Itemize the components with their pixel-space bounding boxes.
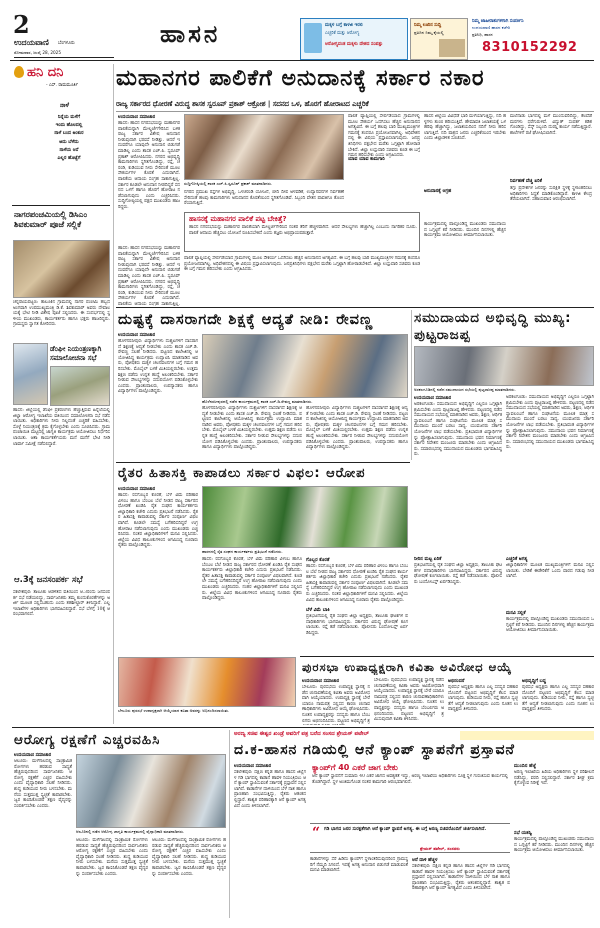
ad-health-line1: ಮಕ್ಕಳ ಬಗ್ಗೆ ಕಾಳಜಿ ಇರಲಿ xyxy=(325,23,363,28)
lead-photo xyxy=(184,114,344,180)
row-rule-1 xyxy=(116,307,594,308)
raita-caption: ಹಾಸನದಲ್ಲಿ ರೈತ ಸಂಘದ ಕಾರ್ಯಕರ್ತರು ಪ್ರತಿಭಟನೆ ನಡೆಸಿದರು. xyxy=(202,549,283,554)
right-sub3: ಸಭೆ ಯಶಸ್ವಿ xyxy=(514,831,533,836)
ad-illustration xyxy=(304,23,322,53)
row-rule-2 xyxy=(116,462,410,463)
raita-body-col4: ಪ್ರತಿಭಟನೆಯಲ್ಲಿ ರೈತ ಸಂಘದ ಜಿಲ್ಲಾ ಅಧ್ಯಕ್ಷರು, ತಾಲೂಕು ಘಟಕಗಳ ಪದಾಧಿಕಾರಿಗಳು ಭಾಗವಹಿಸಿದ್ದರು. ಸರ್ಕಾರದ ವಿರುದ್ಧ ಘೋಷಣೆ ಕೂಗಲಾಯಿತು. ರಸ್ತೆ ತಡೆ ನಡೆಸಲಾಯಿತು. ಪೊಲೀಸರು ಬಂದೋಬಸ್ತ್ ಏರ್ಪಡಿಸಿದ್ದರು. xyxy=(306,614,408,636)
ad-contact xyxy=(470,16,590,60)
honey-drop-icon xyxy=(14,66,24,78)
lead-subhead: ರಾಜ್ಯ ಸರ್ಕಾರದ ಧೋರಣೆ ವಿರುದ್ಧ ಶಾಸಕ ಸ್ವರೂಪ್ ಪ್ರಕಾಶ್ ಆಕ್ರೋಶ | ಸದನದ ಒಳ, ಹೊರಗೆ ಹೋರಾಟದ ಎಚ್ಚರಿಕೆ xyxy=(116,100,369,108)
raita-body-col2: ಹಾಸನ: ರಸಗೊಬ್ಬರ ಕೊರತೆ, ಬೆಳೆ ವಿಮೆ ಪರಿಹಾರ ವಿಳಂಬ ಹಾಗೂ ಬೆಂಬಲ ಬೆಲೆ ನೀಡದ ರಾಜ್ಯ ಸರ್ಕಾರದ ಧೋರಣೆ ಖಂಡಿಸಿ ರೈತ ಸಂಘದ ಕಾರ್ಯಕರ್ತರು ಜಿಲ್ಲಾಧಿಕಾರಿ ಕಚೇರಿ ಎದುರು ಪ್ರತಿಭಟನೆ ನಡೆಸಿದರು. ರೈತರ ಹಿತಾಸಕ್ತಿ ಕಾಪಾಡುವಲ್ಲಿ ಸರ್ಕಾರ ಸಂಪೂರ್ಣ ವಿಫಲವಾಗಿದೆ. ಕೂಡಲೇ ಸಮಸ್ಯೆ ಬಗೆಹರಿಸದಿದ್ದರೆ ಉಗ್ರ ಹೋರಾಟ ನಡೆಸಲಾಗುವುದು ಎಂದು ಮುಖಂಡರು ಎಚ್ಚರಿಸಿದರು. ನಂತರ ಜಿಲ್ಲಾಧಿಕಾರಿಗಳಿಗೆ ಮನವಿ ಸಲ್ಲಿಸಿದರು. ಜಿಲ್ಲೆಯ ವಿವಿಧ ತಾಲೂಕುಗಳಿಂದ ಆಗಮಿಸಿದ್ದ ನೂರಾರು ರೈತರು ಪಾಲ್ಗೊಂಡಿದ್ದರು. xyxy=(202,557,302,602)
ane-box-body: ಆನೆ ಕ್ಯಾಂಪ್ ಸ್ಥಾಪನೆಗೆ ಸುಮಾರು 40 ಎಕರೆ ಜಾಗದ ಅವಶ್ಯಕತೆ ಇದ್ದು, ಅರಣ್ಯ ಇಲಾಖೆಯ ಅಧಿಕಾರಿಗಳು ಸೂಕ್ತ ಸ್ಥಳ ಗುರುತಿಸುವ ಕಾರ್ಯದಲ್ಲಿ ತೊಡಗಿದ್ದಾರೆ. ಸ್ಥಳ ಅಂತಿಮಗೊಂಡ ನಂತರ ಕಾಮಗಾರಿ ಆರಂಭವಾಗಲಿದೆ. xyxy=(312,774,508,785)
col1-rule xyxy=(12,205,110,206)
samudaya-body-col2: ಅರಕಲಗೂಡು: ಸಮುದಾಯದ ಅಭಿವೃದ್ಧಿಗೆ ಎಲ್ಲರೂ ಒಗ್ಗಟ್ಟಾಗಿ ಶ್ರಮಿಸಬೇಕು ಎಂದು ಪುಟ್ಟರಾಜಪ್ಪ ಹೇಳಿದರು. ಪಟ್ಟಣದಲ್ಲಿ ನಡೆದ ಸಮುದಾಯದ ಸಭೆಯಲ್ಲಿ ಮಾತನಾಡಿದ ಅವರು, ಶಿಕ್ಷಣ, ಆರ್ಥಿಕ ಸ್ವಾವಲಂಬನೆ ಹಾಗೂ ಸಂಘಟನೆಯ ಮೂಲಕ ಮಾತ್ರ ಸಮುದಾಯ ಮುಂದೆ ಬರಲು ಸಾಧ್ಯ. ಯುವಜನರು ಸರ್ಕಾರಿ ಯೋಜನೆಗಳ ಲಾಭ ಪಡೆಯಬೇಕು. ಪ್ರತಿಭಾವಂತ ವಿದ್ಯಾರ್ಥಿಗಳನ್ನು ಪ್ರೋತ್ಸಾಹಿಸಲಾಗುವುದು. ಸಮುದಾಯ ಭವನ ನಿರ್ಮಾಣಕ್ಕೆ ಸರ್ಕಾರ ನಿವೇಶನ ಮಂಜೂರು ಮಾಡಬೇಕು ಎಂದು ಆಗ್ರಹಿಸಿದರು. ಸಮಾರಂಭದಲ್ಲಿ ಸಮುದಾಯದ ಮುಖಂಡರು ಭಾಗವಹಿಸಿದ್ದರು. xyxy=(506,395,594,451)
ad-news-line2: ಪ್ರತಿದಿನ ನಿಮ್ಮ ಕೈಯಲ್ಲಿ xyxy=(414,30,444,35)
raita-body-col3: ಹಾಸನ: ರಸಗೊಬ್ಬರ ಕೊರತೆ, ಬೆಳೆ ವಿಮೆ ಪರಿಹಾರ ವಿಳಂಬ ಹಾಗೂ ಬೆಂಬಲ ಬೆಲೆ ನೀಡದ ರಾಜ್ಯ ಸರ್ಕಾರದ ಧೋರಣೆ ಖಂಡಿಸಿ ರೈತ ಸಂಘದ ಕಾರ್ಯಕರ್ತರು ಜಿಲ್ಲಾಧಿಕಾರಿ ಕಚೇರಿ ಎದುರು ಪ್ರತಿಭಟನೆ ನಡೆಸಿದರು. ರೈತರ ಹಿತಾಸಕ್ತಿ ಕಾಪಾಡುವಲ್ಲಿ ಸರ್ಕಾರ ಸಂಪೂರ್ಣ ವಿಫಲವಾಗಿದೆ. ಕೂಡಲೇ ಸಮಸ್ಯೆ ಬಗೆಹರಿಸದಿದ್ದರೆ ಉಗ್ರ ಹೋರಾಟ ನಡೆಸಲಾಗುವುದು ಎಂದು ಮುಖಂಡರು ಎಚ್ಚರಿಸಿದರು. ನಂತರ ಜಿಲ್ಲಾಧಿಕಾರಿಗಳಿಗೆ ಮನವಿ ಸಲ್ಲಿಸಿದರು. ಜಿಲ್ಲೆಯ ವಿವಿಧ ತಾಲೂಕುಗಳಿಂದ ಆಗಮಿಸಿದ್ದ ನೂರಾರು ರೈತರು ಪಾಲ್ಗೊಂಡಿದ್ದರು. xyxy=(306,564,408,603)
arogya-byline: ಉದಯವಾಣಿ ಸಮಾಚಾರ xyxy=(14,753,52,758)
page-number: 2 xyxy=(13,10,30,39)
ad-contact-phone: 8310152292 xyxy=(482,40,578,55)
lead-sub3: ನಿರ್ವಹಣೆ ವೆಚ್ಚ ಏರಿಕೆ xyxy=(510,179,542,184)
issue-date: ಸೋಮವಾರ, ಜುಲೈ 28, 2025 xyxy=(14,50,62,55)
ane-quote-text: ಗಡಿ ಭಾಗದ ಜನರ ಸುರಕ್ಷತೆಗಾಗಿ ಆನೆ ಕ್ಯಾಂಪ್ ಸ್ಥಾಪನೆ ಅಗತ್ಯ. ಈ ಬಗ್ಗೆ ಅರಣ್ಯ ಸಚಿವರೊಂದಿಗೆ ಚರ್ಚಿಸಲಾಗಿದೆ. xyxy=(324,827,487,832)
right-body-6: ಜಿಲ್ಲಾಧಿಕಾರಿಗಳ ಮೂಲಕ ಮುಖ್ಯಮಂತ್ರಿಗಳಿಗೆ ಮನವಿ ಸಲ್ಲಿಸಲಾಯಿತು. ಬೇಡಿಕೆ ಈಡೇರಿಕೆಗೆ ಒಂದು ವಾರದ ಗಡುವು ನೀಡಲಾಗಿದೆ. xyxy=(506,563,594,580)
raita-byline: ಉದಯವಾಣಿ ಸಮಾಚಾರ xyxy=(118,487,156,492)
raita-photo xyxy=(202,486,408,548)
dasara-byline: ಉದಯವಾಣಿ ಸಮಾಚಾರ xyxy=(118,333,156,338)
col-divider xyxy=(113,64,114,724)
lead-box-title: ಹಾಸನಕ್ಕೆ ಮಹಾನಗರ ಪಾಲಿಕೆ ಪಟ್ಟ ಬೇಕಿತ್ತೆ? xyxy=(189,215,287,223)
ad-contact-line1: ನಿಮ್ಮ ಜಾಹೀರಾತುಗಳಿಗಾಗಿ ಸಂಪರ್ಕಿಸಿ xyxy=(472,19,524,24)
dengue-headline: ಡೆಂಘೀ ನಿಯಂತ್ರಣಕ್ಕಾಗಿ ಸಮಾಲೋಚನಾ ಸಭೆ xyxy=(50,345,102,362)
lead-photo-caption: ಸುದ್ದಿಗೋಷ್ಠಿಯಲ್ಲಿ ಶಾಸಕ ಎಚ್.ಪಿ.ಸ್ವರೂಪ್ ಪ್ರಕಾಶ್ ಮಾತನಾಡಿದರು. xyxy=(184,181,273,186)
lead-sub2: ಅನುದಾನಕ್ಕೆ ಆಗ್ರಹ xyxy=(424,189,452,194)
janasampark-headline: ಆ.3ಕ್ಕೆ ಜನಸಂಪರ್ಕ ಸಭೆ xyxy=(14,575,83,585)
right-body-4: ಕಾರ್ಯಕ್ರಮದಲ್ಲಿ ಪಾಲ್ಗೊಂಡಿದ್ದ ಮುಖಂಡರು ಸಮುದಾಯದ ಒಗ್ಗಟ್ಟಿಗೆ ಕರೆ ನೀಡಿದರು. ಮುಂದಿನ ದಿನಗಳಲ್ಲಿ ಹೆಚ್ಚಿನ ಕಾರ್ಯಕ್ರಮ ಆಯೋಜಿಸಲು ತೀರ್ಮಾನಿಸಲಾಯಿತು. xyxy=(506,617,594,634)
ad-news xyxy=(410,18,468,60)
purasabha-headline: ಪುರಸಭಾ ಉಪಾಧ್ಯಕ್ಷರಾಗಿ ಕವಿತಾ ಅವಿರೋಧ ಆಯ್ಕೆ xyxy=(302,660,513,674)
print-registration-marks xyxy=(85,918,117,928)
purasabha-body-col4: ಪುರಸಭೆ ಅಧ್ಯಕ್ಷರು ಹಾಗೂ ಎಲ್ಲ ಸದಸ್ಯರ ಸಹಕಾರದೊಂದಿಗೆ ಪಟ್ಟಣದ ಅಭಿವೃದ್ಧಿಗೆ ಕೆಲಸ ಮಾಡಲಾಗುವುದು. ಕುಡಿಯುವ ನೀರು, ರಸ್ತೆ ಹಾಗೂ ಸ್ವಚ್ಛತೆಗೆ ಆದ್ಯತೆ ನೀಡಲಾಗುವುದು ಎಂದು ನೂತನ ಉಪಾಧ್ಯಕ್ಷರು ತಿಳಿಸಿದರು. xyxy=(522,685,594,713)
ad-contact-line3: ಪ್ರತಿನಿಧಿ, ಹಾಸನ xyxy=(472,32,493,37)
lead-headline: ಮಹಾನಗರ ಪಾಲಿಕೆಗೆ ಅನುದಾನಕ್ಕೆ ಸರ್ಕಾರ ನಕಾರ xyxy=(116,66,485,91)
poem-title: ನಾಳೆ xyxy=(60,102,69,109)
poem-line: ನಾಳೆಯ ಆಸೆ xyxy=(59,147,79,153)
raita-body-col1: ಹಾಸನ: ರಸಗೊಬ್ಬರ ಕೊರತೆ, ಬೆಳೆ ವಿಮೆ ಪರಿಹಾರ ವಿಳಂಬ ಹಾಗೂ ಬೆಂಬಲ ಬೆಲೆ ನೀಡದ ರಾಜ್ಯ ಸರ್ಕಾರದ ಧೋರಣೆ ಖಂಡಿಸಿ ರೈತ ಸಂಘದ ಕಾರ್ಯಕರ್ತರು ಜಿಲ್ಲಾಧಿಕಾರಿ ಕಚೇರಿ ಎದುರು ಪ್ರತಿಭಟನೆ ನಡೆಸಿದರು. ರೈತರ ಹಿತಾಸಕ್ತಿ ಕಾಪಾಡುವಲ್ಲಿ ಸರ್ಕಾರ ಸಂಪೂರ್ಣ ವಿಫಲವಾಗಿದೆ. ಕೂಡಲೇ ಸಮಸ್ಯೆ ಬಗೆಹರಿಸದಿದ್ದರೆ ಉಗ್ರ ಹೋರಾಟ ನಡೆಸಲಾಗುವುದು ಎಂದು ಮುಖಂಡರು ಎಚ್ಚರಿಸಿದರು. ನಂತರ ಜಿಲ್ಲಾಧಿಕಾರಿಗಳಿಗೆ ಮನವಿ ಸಲ್ಲಿಸಿದರು. ಜಿಲ್ಲೆಯ ವಿವಿಧ ತಾಲೂಕುಗಳಿಂದ ಆಗಮಿಸಿದ್ದ ನೂರಾರು ರೈತರು ಪಾಲ್ಗೊಂಡಿದ್ದರು. xyxy=(118,493,198,549)
dengue-body: ಹಾಸನ: ಜಿಲ್ಲೆಯಲ್ಲಿ ಡೆಂಘೀ ಪ್ರಕರಣಗಳು ಹೆಚ್ಚುತ್ತಿರುವ ಹಿನ್ನೆಲೆಯಲ್ಲಿ ಜಿಲ್ಲಾ ಆರೋಗ್ಯ ಇಲಾಖೆಯ ವತಿಯಿಂದ ಸಮಾಲೋಚನಾ ಸಭೆ ನಡೆಸಲಾಯಿತು. ಅಧಿಕಾರಿಗಳು ನೀರು ನಿಲ್ಲದಂತೆ ಎಚ್ಚರಿಕೆ ವಹಿಸಬೇಕು, ಸೊಳ್ಳೆ ನಿಯಂತ್ರಣಕ್ಕೆ ಕ್ರಮ ಕೈಗೊಳ್ಳಬೇಕು ಎಂದು ಸೂಚಿಸಿದರು. ಗ್ರಾಮ ಪಂಚಾಯಿತಿ ಮಟ್ಟದಲ್ಲಿ ಜಾಗೃತಿ ಕಾರ್ಯಕ್ರಮ ಆಯೋಜಿಸಲು ನಿರ್ಧರಿಸಲಾಯಿತು. ಆಶಾ ಕಾರ್ಯಕರ್ತೆಯರು ಮನೆ ಮನೆಗೆ ಭೇಟಿ ನೀಡಿ ಲಾರ್ವಾ ಸಮೀಕ್ಷೆ ನಡೆಸಲಿದ್ದಾರೆ. xyxy=(13,408,110,447)
samudaya-photo xyxy=(414,346,594,386)
ane-kicker: ಅರಣ್ಯ ಸಚಿವ ಈಶ್ವರ ಖಂಡ್ರೆ ಅವರಿಗೆ ಪತ್ರ ಬರೆದ ಸಂಸದ ಶ್ರೇಯಸ್ ಪಟೇಲ್ xyxy=(234,731,370,737)
poem-line: ಎಲ್ಲರ ಹೊಟ್ಟೆಗೆ xyxy=(57,156,81,162)
right-sub1: ನೀರಿನ ಮಟ್ಟ ಏರಿಕೆ xyxy=(414,557,442,562)
ane-sub1: ಆನೆ ದಾಳಿ ಹೆಚ್ಚಳ xyxy=(412,858,438,863)
col-divider-3 xyxy=(229,730,230,918)
dasara-body-col1: ಹೊಳೆನರಸೀಪುರ: ವಿದ್ಯಾರ್ಥಿಗಳು ದುಶ್ಚಟಗಳಿಗೆ ದಾಸರಾಗದೆ ಶಿಕ್ಷಣಕ್ಕೆ ಆದ್ಯತೆ ನೀಡಬೇಕು ಎಂದು ಶಾಸಕ ಎಚ್.ಡಿ. ರೇವಣ್ಣ ಸಲಹೆ ನೀಡಿದರು. ಪಟ್ಟಣದ ಕಾಲೇಜಿನಲ್ಲಿ ಆಯೋಜಿಸಿದ್ದ ಕಾರ್ಯಕ್ರಮ ಉದ್ಘಾಟಿಸಿ ಮಾತನಾಡಿದ ಅವರು, ಪೋಷಕರು ಮಕ್ಕಳ ಚಲನವಲನಗಳ ಬಗ್ಗೆ ಗಮನ ಹರಿಸಬೇಕು. ಮೊಬೈಲ್ ಬಳಕೆ ಮಿತಿಯಲ್ಲಿರಬೇಕು. ಉತ್ತಮ ಶಿಕ್ಷಣ ಪಡೆದು ಉನ್ನತ ಹುದ್ದೆ ಅಲಂಕರಿಸಬೇಕು. ಸರ್ಕಾರ ನೀಡುವ ಸೌಲಭ್ಯಗಳನ್ನು ಸದುಪಯೋಗ ಪಡಿಸಿಕೊಳ್ಳಬೇಕು ಎಂದರು. ಪ್ರಾಂಶುಪಾಲರು, ಉಪನ್ಯಾಸಕರು ಹಾಗೂ ವಿದ್ಯಾರ್ಥಿಗಳು ಪಾಲ್ಗೊಂಡಿದ್ದರು. xyxy=(118,339,198,395)
ane-body-col1: ಸಕಲೇಶಪುರ: ದಕ್ಷಿಣ ಕನ್ನಡ ಹಾಗೂ ಹಾಸನ ಜಿಲ್ಲೆಗಳ ಗಡಿ ಭಾಗದಲ್ಲಿ ಕಾಡಾನೆ ಹಾವಳಿ ನಿಯಂತ್ರಿಸಲು ಆನೆ ಕ್ಯಾಂಪ್ ಸ್ಥಾಪಿಸುವಂತೆ ಸರ್ಕಾರಕ್ಕೆ ಪ್ರಸ್ತಾವನೆ ಸಲ್ಲಿಸಲಾಗಿದೆ. ಕಾಡಾನೆಗಳ ದಾಳಿಯಿಂದ ಬೆಳೆ ನಾಶ ಹಾಗೂ ಪ್ರಾಣಹಾನಿ ಸಂಭವಿಸುತ್ತಿದ್ದು, ರೈತರು ಆತಂಕದಲ್ಲಿದ್ದಾರೆ. ಶಾಶ್ವತ ಪರಿಹಾರಕ್ಕಾಗಿ ಆನೆ ಕ್ಯಾಂಪ್ ಅಗತ್ಯವಿದೆ ಎಂದು ತಿಳಿಸಲಾಗಿದೆ. xyxy=(234,770,306,809)
lead-sub1: ಯಾವ ಯಾವ ಕಾಮಗಾರಿ xyxy=(348,157,385,162)
purasabha-sub1: ಅಭಿನಂದನೆ xyxy=(448,679,465,684)
honey-dani-box xyxy=(12,64,108,204)
ane-body-col3: ಸಕಲೇಶಪುರ: ದಕ್ಷಿಣ ಕನ್ನಡ ಹಾಗೂ ಹಾಸನ ಜಿಲ್ಲೆಗಳ ಗಡಿ ಭಾಗದಲ್ಲಿ ಕಾಡಾನೆ ಹಾವಳಿ ನಿಯಂತ್ರಿಸಲು ಆನೆ ಕ್ಯಾಂಪ್ ಸ್ಥಾಪಿಸುವಂತೆ ಸರ್ಕಾರಕ್ಕೆ ಪ್ರಸ್ತಾವನೆ ಸಲ್ಲಿಸಲಾಗಿದೆ. ಕಾಡಾನೆಗಳ ದಾಳಿಯಿಂದ ಬೆಳೆ ನಾಶ ಹಾಗೂ ಪ್ರಾಣಹಾನಿ ಸಂಭವಿಸುತ್ತಿದ್ದು, ರೈತರು ಆತಂಕದಲ್ಲಿದ್ದಾರೆ. ಶಾಶ್ವತ ಪರಿಹಾರಕ್ಕಾಗಿ ಆನೆ ಕ್ಯಾಂಪ್ ಅಗತ್ಯವಿದೆ ಎಂದು ತಿಳಿಸಲಾಗಿದೆ. xyxy=(412,864,510,892)
honey-dani-byline: - ಎಸ್. ರಾಮಮೂರ್ತಿ xyxy=(46,83,78,88)
raita-sub2: ಬೆಳೆ ವಿಮೆ ಬಾಕಿ xyxy=(306,608,330,613)
right-bottom-body-2: ಕಾರ್ಯಕ್ರಮದಲ್ಲಿ ಪಾಲ್ಗೊಂಡಿದ್ದ ಮುಖಂಡರು ಸಮುದಾಯದ ಒಗ್ಗಟ್ಟಿಗೆ ಕರೆ ನೀಡಿದರು. ಮುಂದಿನ ದಿನಗಳಲ್ಲಿ ಹೆಚ್ಚಿನ ಕಾರ್ಯಕ್ರಮ ಆಯೋಜಿಸಲು ತೀರ್ಮಾನಿಸಲಾಯಿತು. xyxy=(514,837,594,854)
ane-body-col2: ಕಾಡಾನೆಗಳನ್ನು ಸೆರೆ ಹಿಡಿದು ಕ್ಯಾಂಪ್‌ಗೆ ಸ್ಥಳಾಂತರಿಸುವುದರಿಂದ ಗ್ರಾಮಸ್ಥರಿಗೆ ನೆಮ್ಮದಿ ಸಿಗಲಿದೆ. ಇದಕ್ಕೆ ಅಗತ್ಯ ಅನುದಾನ ಬಿಡುಗಡೆ ಮಾಡುವಂತೆ ಮನವಿ ಮಾಡಲಾಗಿದೆ. xyxy=(310,857,408,874)
ane-box-title: ಕ್ಯಾಂಪ್‌ಗೆ 40 ಎಕರೆ ಜಾಗ ಬೇಕು xyxy=(312,763,398,772)
purasabha-body-col3: ಪುರಸಭೆ ಅಧ್ಯಕ್ಷರು ಹಾಗೂ ಎಲ್ಲ ಸದಸ್ಯರ ಸಹಕಾರದೊಂದಿಗೆ ಪಟ್ಟಣದ ಅಭಿವೃದ್ಧಿಗೆ ಕೆಲಸ ಮಾಡಲಾಗುವುದು. ಕುಡಿಯುವ ನೀರು, ರಸ್ತೆ ಹಾಗೂ ಸ್ವಚ್ಛತೆಗೆ ಆದ್ಯತೆ ನೀಡಲಾಗುವುದು ಎಂದು ನೂತನ ಉಪಾಧ್ಯಕ್ಷರು ತಿಳಿಸಿದರು. xyxy=(448,685,518,713)
ad-health-line3: ಆರೋಗ್ಯವಂತ ಮಕ್ಕಳು ದೇಶದ ಸಂಪತ್ತು xyxy=(325,42,383,47)
raita-sub1: ಗೊಬ್ಬರ ಕೊರತೆ xyxy=(306,558,330,563)
quote-mark-icon: “ xyxy=(312,825,321,841)
nagarapanchami-headline: ನಾಗರಪಂಚಮಿಯಲ್ಲಿ ಡಿಸಿಎಂ ಶಿವಕುಮಾರ್ ಪೂಜೆ ಸಲ್ಲಿಕೆ xyxy=(14,210,87,229)
lead-sub-rule xyxy=(116,111,594,112)
poem-body xyxy=(34,114,104,163)
purasabha-body-col1: ಬೇಲೂರು: ಪುರಸಭೆಯ ಉಪಾಧ್ಯಕ್ಷ ಸ್ಥಾನಕ್ಕೆ ನಡೆದ ಚುನಾವಣೆಯಲ್ಲಿ ಕವಿತಾ ಅವರು ಅವಿರೋಧವಾಗಿ ಆಯ್ಕೆಯಾದರು. ಉಪಾಧ್ಯಕ್ಷ ಸ್ಥಾನಕ್ಕೆ ಬೇರೆ ಯಾರೂ ನಾಮಪತ್ರ ಸಲ್ಲಿಸದ ಕಾರಣ ಚುನಾವಣಾಧಿಕಾರಿಗಳು ಅವಿರೋಧ ಆಯ್ಕೆ ಘೋಷಿಸಿದರು. ನೂತನ ಉಪಾಧ್ಯಕ್ಷರನ್ನು ಸದಸ್ಯರು ಹಾಗೂ ಬೆಂಬಲಿಗರು ಅಭಿನಂದಿಸಿದರು. ಪಟ್ಟಣದ ಅಭಿವೃದ್ಧಿಗೆ ಶ್ರ xyxy=(302,685,370,724)
dasara-headline: ದುಷ್ಟಕ್ಕೆ ದಾಸರಾಗದೇ ಶಿಕ್ಷಕ್ಕೆ ಆದ್ಯತೆ ನೀಡಿ: ರೇವಣ್ಣ xyxy=(118,312,374,328)
dasara-body-col2: ಹೊಳೆನರಸೀಪುರ: ವಿದ್ಯಾರ್ಥಿಗಳು ದುಶ್ಚಟಗಳಿಗೆ ದಾಸರಾಗದೆ ಶಿಕ್ಷಣಕ್ಕೆ ಆದ್ಯತೆ ನೀಡಬೇಕು ಎಂದು ಶಾಸಕ ಎಚ್.ಡಿ. ರೇವಣ್ಣ ಸಲಹೆ ನೀಡಿದರು. ಪಟ್ಟಣದ ಕಾಲೇಜಿನಲ್ಲಿ ಆಯೋಜಿಸಿದ್ದ ಕಾರ್ಯಕ್ರಮ ಉದ್ಘಾಟಿಸಿ ಮಾತನಾಡಿದ ಅವರು, ಪೋಷಕರು ಮಕ್ಕಳ ಚಲನವಲನಗಳ ಬಗ್ಗೆ ಗಮನ ಹರಿಸಬೇಕು. ಮೊಬೈಲ್ ಬಳಕೆ ಮಿತಿಯಲ್ಲಿರಬೇಕು. ಉತ್ತಮ ಶಿಕ್ಷಣ ಪಡೆದು ಉನ್ನತ ಹುದ್ದೆ ಅಲಂಕರಿಸಬೇಕು. ಸರ್ಕಾರ ನೀಡುವ ಸೌಲಭ್ಯಗಳನ್ನು ಸದುಪಯೋಗ ಪಡಿಸಿಕೊಳ್ಳಬೇಕು ಎಂದರು. ಪ್ರಾಂಶುಪಾಲರು, ಉಪನ್ಯಾಸಕರು ಹಾಗೂ ವಿದ್ಯಾರ್ಥಿಗಳು ಪಾಲ್ಗೊಂಡಿದ್ದರು. xyxy=(202,406,302,451)
poem-line: ನಿನ್ನೆಯ ಮಳೆಗೆ xyxy=(57,115,81,120)
header-rule xyxy=(14,57,114,58)
dengue-photo xyxy=(13,343,48,405)
honey-dani-title: ಹನಿ ದನಿ xyxy=(27,65,64,80)
ane-headline: ದ.ಕ-ಹಾಸನ ಗಡಿಯಲ್ಲಿ ಆನೆ ಕ್ಯಾಂಪ್ ಸ್ಥಾಪನೆಗೆ ಪ್ರಸ್ತಾವನೆ xyxy=(234,742,515,758)
samudaya-body-col1: ಅರಕಲಗೂಡು: ಸಮುದಾಯದ ಅಭಿವೃದ್ಧಿಗೆ ಎಲ್ಲರೂ ಒಗ್ಗಟ್ಟಾಗಿ ಶ್ರಮಿಸಬೇಕು ಎಂದು ಪುಟ್ಟರಾಜಪ್ಪ ಹೇಳಿದರು. ಪಟ್ಟಣದಲ್ಲಿ ನಡೆದ ಸಮುದಾಯದ ಸಭೆಯಲ್ಲಿ ಮಾತನಾಡಿದ ಅವರು, ಶಿಕ್ಷಣ, ಆರ್ಥಿಕ ಸ್ವಾವಲಂಬನೆ ಹಾಗೂ ಸಂಘಟನೆಯ ಮೂಲಕ ಮಾತ್ರ ಸಮುದಾಯ ಮುಂದೆ ಬರಲು ಸಾಧ್ಯ. ಯುವಜನರು ಸರ್ಕಾರಿ ಯೋಜನೆಗಳ ಲಾಭ ಪಡೆಯಬೇಕು. ಪ್ರತಿಭಾವಂತ ವಿದ್ಯಾರ್ಥಿಗಳನ್ನು ಪ್ರೋತ್ಸಾಹಿಸಲಾಗುವುದು. ಸಮುದಾಯ ಭವನ ನಿರ್ಮಾಣಕ್ಕೆ ಸರ್ಕಾರ ನಿವೇಶನ ಮಂಜೂರು ಮಾಡಬೇಕು ಎಂದು ಆಗ್ರಹಿಸಿದರು. ಸಮಾರಂಭದಲ್ಲಿ ಸಮುದಾಯದ ಮುಖಂಡರು ಭಾಗವಹಿಸಿದ್ದರು. xyxy=(414,402,502,458)
samudaya-byline: ಉದಯವಾಣಿ ಸಮಾಚಾರ xyxy=(414,396,452,401)
lead-box-body: ಹಾಸನ ನಗರಸಭೆಯನ್ನು ಮಹಾನಗರ ಪಾಲಿಕೆಯಾಗಿ ಮೇಲ್ದರ್ಜೆಗೇರಿಸಿದ ನಂತರ ತೆರಿಗೆ ಹೆಚ್ಚಳವಾಗಿದೆ. ಆದರೆ ಸೌಲಭ್ಯಗಳು ಹೆಚ್ಚಾಗಿಲ್ಲ ಎಂಬುದು ನಾಗರಿಕರ ದೂರು. ಪಾಲಿಕೆ ಆದಾಯ ಹೆಚ್ಚಿಸಲು ಯೋಜನೆ ರೂಪಿಸಬೇಕಿದೆ ಎಂದು ತಜ್ಞರು ಅಭಿಪ್ರಾಯಪಡುತ್ತಾರೆ. xyxy=(189,225,417,236)
page-header xyxy=(0,0,600,60)
purasabha-caption: ಬೇಲೂರು ಪುರಸಭೆ ಉಪಾಧ್ಯಕ್ಷರಾಗಿ ಆಯ್ಕೆಯಾದ ಕವಿತಾ ಅವರನ್ನು ಅಭಿನಂದಿಸಲಾಯಿತು. xyxy=(118,708,230,713)
lead-box xyxy=(184,212,420,252)
arogya-body-col3: ಆಲೂರು: ಮಳೆಗಾಲದಲ್ಲಿ ಸಾಂಕ್ರಾಮಿಕ ರೋಗಗಳು ಹರಡುವ ಸಾಧ್ಯತೆ ಹೆಚ್ಚಿರುವುದರಿಂದ ಸಾರ್ವಜನಿಕರು ಆರೋಗ್ಯ ರಕ್ಷಣೆಗೆ ಎಚ್ಚರ ವಹಿಸಬೇಕು ಎಂದು ವೈದ್ಯಾಧಿಕಾರಿ ಸಲಹೆ ನೀಡಿದರು. ಶುದ್ಧ ಕುಡಿಯುವ ನೀರು ಬಳಸಬೇಕು. ಮನೆಯ ಸುತ್ತಮುತ್ತ ಸ್ವಚ್ಛತೆ ಕಾಪಾಡಬೇಕು. ಜ್ವರ ಕಾಣಿಸಿಕೊಂಡರೆ ತಕ್ಷಣ ವೈದ್ಯರನ್ನು ಸಂಪರ್ಕಿಸಬೇಕು ಎಂದರು. xyxy=(152,838,226,877)
samudaya-headline: ಸಮುದಾಯದ ಅಭಿವೃದ್ಧಿ ಮುಖ್ಯ: ಪುಟ್ಟರಾಜಪ್ಪ xyxy=(414,310,572,343)
dasara-body-col3: ಹೊಳೆನರಸೀಪುರ: ವಿದ್ಯಾರ್ಥಿಗಳು ದುಶ್ಚಟಗಳಿಗೆ ದಾಸರಾಗದೆ ಶಿಕ್ಷಣಕ್ಕೆ ಆದ್ಯತೆ ನೀಡಬೇಕು ಎಂದು ಶಾಸಕ ಎಚ್.ಡಿ. ರೇವಣ್ಣ ಸಲಹೆ ನೀಡಿದರು. ಪಟ್ಟಣದ ಕಾಲೇಜಿನಲ್ಲಿ ಆಯೋಜಿಸಿದ್ದ ಕಾರ್ಯಕ್ರಮ ಉದ್ಘಾಟಿಸಿ ಮಾತನಾಡಿದ ಅವರು, ಪೋಷಕರು ಮಕ್ಕಳ ಚಲನವಲನಗಳ ಬಗ್ಗೆ ಗಮನ ಹರಿಸಬೇಕು. ಮೊಬೈಲ್ ಬಳಕೆ ಮಿತಿಯಲ್ಲಿರಬೇಕು. ಉತ್ತಮ ಶಿಕ್ಷಣ ಪಡೆದು ಉನ್ನತ ಹುದ್ದೆ ಅಲಂಕರಿಸಬೇಕು. ಸರ್ಕಾರ ನೀಡುವ ಸೌಲಭ್ಯಗಳನ್ನು ಸದುಪಯೋಗ ಪಡಿಸಿಕೊಳ್ಳಬೇಕು ಎಂದರು. ಪ್ರಾಂಶುಪಾಲರು, ಉಪನ್ಯಾಸಕರು ಹಾಗೂ ವಿದ್ಯಾರ್ಥಿಗಳು ಪಾಲ್ಗೊಂಡಿದ್ದರು. xyxy=(306,406,408,451)
ad-contact-line2: ಉದಯವಾಣಿ ಹಾಸನ ಕಚೇರಿ xyxy=(472,25,511,30)
purasabha-body-col2: ಬೇಲೂರು: ಪುರಸಭೆಯ ಉಪಾಧ್ಯಕ್ಷ ಸ್ಥಾನಕ್ಕೆ ನಡೆದ ಚುನಾವಣೆಯಲ್ಲಿ ಕವಿತಾ ಅವರು ಅವಿರೋಧವಾಗಿ ಆಯ್ಕೆಯಾದರು. ಉಪಾಧ್ಯಕ್ಷ ಸ್ಥಾನಕ್ಕೆ ಬೇರೆ ಯಾರೂ ನಾಮಪತ್ರ ಸಲ್ಲಿಸದ ಕಾರಣ ಚುನಾವಣಾಧಿಕಾರಿಗಳು ಅವಿರೋಧ ಆಯ್ಕೆ ಘೋಷಿಸಿದರು. ನೂತನ ಉಪಾಧ್ಯಕ್ಷರನ್ನು ಸದಸ್ಯರು ಹಾಗೂ ಬೆಂಬಲಿಗರು ಅಭಿನಂದಿಸಿದರು. ಪಟ್ಟಣದ ಅಭಿವೃದ್ಧಿಗೆ ಶ್ರಮಿಸುವುದಾಗಿ ಕವಿತಾ ತಿಳಿಸಿದರು. xyxy=(374,678,444,723)
lead-right-body-3: ಮಲೆನಾಡು ಭಾಗದಲ್ಲಿ ಮಳೆ ಮುಂದುವರಿದಿದ್ದು, ಕೆಲವೆಡೆ ಮರಗಳು ಧರೆಗುರುಳಿವೆ. ವಿದ್ಯುತ್ ಸಂಪರ್ಕ ಕಡಿತಗೊಂಡಿದ್ದು, ಸೆಸ್ಕ್ ಸಿಬ್ಬಂದಿ ದುರಸ್ತಿ ಕಾರ್ಯ ನಡೆಸುತ್ತಿದ್ದಾರೆ. ಶಾಲೆಗಳಿಗೆ ರಜೆ ಘೋಷಿಸಲಾಗಿದೆ. xyxy=(510,114,592,136)
lead-body-col2: ನಗರದ ಪ್ರಮುಖ ರಸ್ತೆಗಳ ಅಭಿವೃದ್ಧಿ, ಒಳಚರಂಡಿ ಯೋಜನೆ, ಬೀದಿ ದೀಪ ಅಳವಡಿಕೆ, ಉದ್ಯಾನವನಗಳ ನಿರ್ವಹಣೆ ಸೇರಿದಂತೆ ಹಲವು ಕಾಮಗಾರಿಗಳು ಅನುದಾನದ ಕೊರತೆಯಿಂದ ಸ್ಥಗಿತಗೊಂಡಿವೆ. ಸಿಬ್ಬಂದಿ ವೇತನ ಪಾವತಿಗೂ ತೊಂದರೆಯಾಗುತ್ತಿದೆ. xyxy=(184,190,344,207)
lead-lower-body-2: ಪಾಲಿಕೆ ವ್ಯಾಪ್ತಿಯಲ್ಲಿ ಸೇರ್ಪಡೆಯಾದ ಗ್ರಾಮಗಳಲ್ಲಿ ಮೂಲ ಸೌಕರ್ಯ ಒದಗಿಸಲು ಹೆಚ್ಚಿನ ಅನುದಾನದ ಅಗತ್ಯವಿದೆ. ಈ ಬಗ್ಗೆ ಹಲವು ಬಾರಿ ಮುಖ್ಯಮಂತ್ರಿಗಳ ಗಮನಕ್ಕೆ ತಂದರೂ ಪ್ರಯೋಜನವಾಗಿಲ್ಲ. ಅಧಿವೇಶನದಲ್ಲಿ ಈ ವಿಷಯ ಪ್ರಸ್ತಾಪಿಸಲಾಗುವುದು. ಜನಪ್ರತಿನಿಧಿಗಳು ಪಕ್ಷಭೇದ ಮರೆತು ಒಗ್ಗಟ್ಟಾಗಿ ಹೋರಾಡಬೇಕಿದೆ. ಜಿಲ್ಲಾ ಉಸ್ತುವಾರಿ ಸಚಿವರು ಕೂಡ ಈ ಬಗ್ಗೆ ಗಮನ ಹರಿಸಬೇಕು ಎಂದು ಆಗ್ರಹಿಸಿದರು. xyxy=(184,256,420,273)
print-registration-marks xyxy=(510,918,542,928)
bottom-rule xyxy=(12,727,594,728)
lead-right-body-4: ತಗ್ಗು ಪ್ರದೇಶಗಳ ಜನರನ್ನು ಸುರಕ್ಷಿತ ಸ್ಥಳಕ್ಕೆ ಸ್ಥಳಾಂತರಿಸಲು ಅಧಿಕಾರಿಗಳು ಸಿದ್ಧತೆ ಮಾಡಿಕೊಂಡಿದ್ದಾರೆ. ಕಾಳಜಿ ಕೇಂದ್ರ ತೆರೆಯಲಾಗಿದೆ. ಸಹಾಯವಾಣಿ ಆರಂಭಿಸಲಾಗಿದೆ. xyxy=(510,186,592,203)
dasara-photo xyxy=(202,334,408,398)
ad-news-line1: ನಿಮ್ಮ ಊರಿನ ಸುದ್ದಿ xyxy=(414,23,442,28)
poem-line: ಅದು ಬೆಳೆದು xyxy=(59,139,79,145)
arogya-body-col2: ಆಲೂರು: ಮಳೆಗಾಲದಲ್ಲಿ ಸಾಂಕ್ರಾಮಿಕ ರೋಗಗಳು ಹರಡುವ ಸಾಧ್ಯತೆ ಹೆಚ್ಚಿರುವುದರಿಂದ ಸಾರ್ವಜನಿಕರು ಆರೋಗ್ಯ ರಕ್ಷಣೆಗೆ ಎಚ್ಚರ ವಹಿಸಬೇಕು ಎಂದು ವೈದ್ಯಾಧಿಕಾರಿ ಸಲಹೆ ನೀಡಿದರು. ಶುದ್ಧ ಕುಡಿಯುವ ನೀರು ಬಳಸಬೇಕು. ಮನೆಯ ಸುತ್ತಮುತ್ತ ಸ್ವಚ್ಛತೆ ಕಾಪಾಡಬೇಕು. ಜ್ವರ ಕಾಣಿಸಿಕೊಂಡರೆ ತಕ್ಷಣ ವೈದ್ಯರನ್ನು ಸಂಪರ್ಕಿಸಬೇಕು ಎಂದರು. xyxy=(76,838,148,877)
ane-byline: ಉದಯವಾಣಿ ಸಮಾಚಾರ xyxy=(234,764,272,769)
dasara-caption: ಹೊಳೆನರಸೀಪುರದಲ್ಲಿ ನಡೆದ ಕಾರ್ಯಕ್ರಮದಲ್ಲಿ ಶಾಸಕ ಎಚ್.ಡಿ.ರೇವಣ್ಣ ಮಾತನಾಡಿದರು. xyxy=(202,399,313,404)
samudaya-caption: ಅರಕಲಗೂಡಿನಲ್ಲಿ ನಡೆದ ಸಮುದಾಯದ ಸಭೆಯಲ್ಲಿ ಪುಟ್ಟರಾಜಪ್ಪ ಮಾತನಾಡಿದರು. xyxy=(414,387,516,392)
ad-health xyxy=(300,18,408,60)
right-body-5: ಪ್ರತಿಭಟನೆಯಲ್ಲಿ ರೈತ ಸಂಘದ ಜಿಲ್ಲಾ ಅಧ್ಯಕ್ಷರು, ತಾಲೂಕು ಘಟಕಗಳ ಪದಾಧಿಕಾರಿಗಳು ಭಾಗವಹಿಸಿದ್ದರು. ಸರ್ಕಾರದ ವಿರುದ್ಧ ಘೋಷಣೆ ಕೂಗಲಾಯಿತು. ರಸ್ತೆ ತಡೆ ನಡೆಸಲಾಯಿತು. ಪೊಲೀಸರು ಬಂದೋಬಸ್ತ್ ಏರ್ಪಡಿಸಿದ್ದರು. xyxy=(414,563,502,585)
right-bottom-sub: ಮುಂದಿನ ಹೆಜ್ಜೆ xyxy=(514,764,536,769)
purasabha-sub2: ಅಭಿವೃದ್ಧಿಗೆ ಬದ್ಧ xyxy=(522,679,546,684)
edition-name: ಬೆಂಗಳೂರು xyxy=(58,41,75,46)
print-registration-marks xyxy=(295,918,327,928)
nagarapanchami-photo xyxy=(13,240,110,298)
purasabha-byline: ಉದಯವಾಣಿ ಸಮಾಚಾರ xyxy=(302,679,340,684)
right-sub4: ಮನವಿ ಸಲ್ಲಿಕೆ xyxy=(506,611,526,616)
arogya-body-col1: ಆಲೂರು: ಮಳೆಗಾಲದಲ್ಲಿ ಸಾಂಕ್ರಾಮಿಕ ರೋಗಗಳು ಹರಡುವ ಸಾಧ್ಯತೆ ಹೆಚ್ಚಿರುವುದರಿಂದ ಸಾರ್ವಜನಿಕರು ಆರೋಗ್ಯ ರಕ್ಷಣೆಗೆ ಎಚ್ಚರ ವಹಿಸಬೇಕು ಎಂದು ವೈದ್ಯಾಧಿಕಾರಿ ಸಲಹೆ ನೀಡಿದರು. ಶುದ್ಧ ಕುಡಿಯುವ ನೀರು ಬಳಸಬೇಕು. ಮನೆಯ ಸುತ್ತಮುತ್ತ ಸ್ವಚ್ಛತೆ ಕಾಪಾಡಬೇಕು. ಜ್ವರ ಕಾಣಿಸಿಕೊಂಡರೆ ತಕ್ಷಣ ವೈದ್ಯರನ್ನು ಸಂಪರ್ಕಿಸಬೇಕು ಎಂದರು. xyxy=(14,759,72,809)
nagarapanchami-body: ಚನ್ನರಾಯಪಟ್ಟಣ: ತಾಲೂಕಿನ ಗ್ರಾಮದಲ್ಲಿ ನಾಗರ ಪಂಚಮಿ ಹಬ್ಬದ ಅಂಗವಾಗಿ ಉಪಮುಖ್ಯಮಂತ್ರಿ ಡಿ.ಕೆ. ಶಿವಕುಮಾರ್ ಅವರು ದೇವಾಲಯಕ್ಕೆ ಭೇಟಿ ನೀಡಿ ವಿಶೇಷ ಪೂಜೆ ಸಲ್ಲಿಸಿದರು. ಈ ಸಂದರ್ಭದಲ್ಲಿ ಸ್ಥಳೀಯ ಮುಖಂಡರು, ಕಾರ್ಯಕರ್ತರು ಹಾಗೂ ಭಕ್ತರು ಹಾಜರಿದ್ದರು. ಗ್ರಾಮಸ್ಥರು ಸ್ವಾಗತ ಕೋರಿದರು. xyxy=(13,300,110,328)
lead-lower-body: ಹಾಸನ: ಹಾಸನ ನಗರಸಭೆಯನ್ನು ಮಹಾನಗರ ಪಾಲಿಕೆಯನ್ನಾಗಿ ಮೇಲ್ದರ್ಜೆಗೇರಿಸಿದ ಬಳಿಕ ರಾಜ್ಯ ಸರ್ಕಾರ ವಿಶೇಷ ಅನುದಾನ ನೀಡುವುದಾಗಿ ಭರವಸೆ ನೀಡಿತ್ತು. ಆದರೆ ಇದುವರೆಗೂ ಯಾವುದೇ ಅನುದಾನ ಬಿಡುಗಡೆ ಮಾಡಿಲ್ಲ ಎಂದು ಶಾಸಕ ಎಚ್.ಪಿ. ಸ್ವರೂಪ್ ಪ್ರಕಾಶ್ ಆರೋಪಿಸಿದರು. ನಗರದ ಅಭಿವೃದ್ಧಿ ಕಾಮಗಾರಿಗಳು ಸ್ಥಗಿತಗೊಂಡಿದ್ದು, ರಸ್ತೆ, ಚರಂಡಿ, ಕುಡಿಯುವ ನೀರು ಸೇರಿದಂತೆ ಮೂಲ ಸೌಕರ್ಯಗಳ ಕೊರತೆ ಎದುರಾಗಿದೆ. ಪಾಲಿಕೆಯ ಆದಾಯ ಸಂಗ್ರಹ ಸಾಕಾಗುತ್ತಿಲ್ಲ. xyxy=(118,246,180,306)
ad-health-line2: ಎಚ್ಚರಿಕೆ ಮತ್ತು ಆರೋಗ್ಯ xyxy=(325,31,360,36)
poem-line: ಇಂದು ಹೊಲದಲ್ಲಿ xyxy=(55,123,83,129)
ane-promo-strip xyxy=(460,731,594,740)
lead-right-body-2: ಹಾಸನ ಜಿಲ್ಲೆಯ ವಿವಿಧೆಡೆ ಭಾರಿ ಮಳೆಯಾಗುತ್ತಿದ್ದು, ನದಿ ಹಳ್ಳಗಳು ತುಂಬಿ ಹರಿಯುತ್ತಿವೆ. ಹೇಮಾವತಿ ಜಲಾಶಯಕ್ಕೆ ಒಳಹರಿವು ಹೆಚ್ಚಾಗಿದ್ದು, ಜಲಾಶಯದಿಂದ ನದಿಗೆ ನೀರು ಹರಿಸಲಾಗುತ್ತಿದೆ. ನದಿ ಪಾತ್ರದ ಜನರು ಎಚ್ಚರಿಕೆಯಿಂದ ಇರಬೇಕು ಎಂದು ಜಿಲ್ಲಾಡಳಿತ ಸೂಚಿಸಿದೆ. xyxy=(424,114,506,142)
brand-name: ಉದಯವಾಣಿ xyxy=(14,38,49,47)
arogya-photo xyxy=(76,754,226,828)
lead-body-col1: ಹಾಸನ: ಹಾಸನ ನಗರಸಭೆಯನ್ನು ಮಹಾನಗರ ಪಾಲಿಕೆಯನ್ನಾಗಿ ಮೇಲ್ದರ್ಜೆಗೇರಿಸಿದ ಬಳಿಕ ರಾಜ್ಯ ಸರ್ಕಾರ ವಿಶೇಷ ಅನುದಾನ ನೀಡುವುದಾಗಿ ಭರವಸೆ ನೀಡಿತ್ತು. ಆದರೆ ಇದುವರೆಗೂ ಯಾವುದೇ ಅನುದಾನ ಬಿಡುಗಡೆ ಮಾಡಿಲ್ಲ ಎಂದು ಶಾಸಕ ಎಚ್.ಪಿ. ಸ್ವರೂಪ್ ಪ್ರಕಾಶ್ ಆರೋಪಿಸಿದರು. ನಗರದ ಅಭಿವೃದ್ಧಿ ಕಾಮಗಾರಿಗಳು ಸ್ಥಗಿತಗೊಂಡಿದ್ದು, ರಸ್ತೆ, ಚರಂಡಿ, ಕುಡಿಯುವ ನೀರು ಸೇರಿದಂತೆ ಮೂಲ ಸೌಕರ್ಯಗಳ ಕೊರತೆ ಎದುರಾಗಿದೆ. ಪಾಲಿಕೆಯ ಆದಾಯ ಸಂಗ್ರಹ ಸಾಕಾಗುತ್ತಿಲ್ಲ. ಸರ್ಕಾರ ಕೂಡಲೇ ಅನುದಾನ ನೀಡದಿದ್ದರೆ ಸದನದ ಒಳಗೆ ಹಾಗೂ ಹೊರಗೆ ಹೋರಾಟ ನಡೆಸಲಾಗುವುದು ಎಂದು ಎಚ್ಚರಿಸಿದರು. ಸುದ್ದಿಗೋಷ್ಠಿಯಲ್ಲಿ ಪಕ್ಷದ ಮುಖಂಡರು ಹಾಜರಿದ್ದರು. xyxy=(118,121,180,210)
lead-byline: ಉದಯವಾಣಿ ಸಮಾಚಾರ xyxy=(118,115,156,120)
row-rule-3 xyxy=(300,656,594,657)
ane-quote xyxy=(310,823,510,853)
col-divider-2 xyxy=(411,310,412,460)
arogya-headline: ಆರೋಗ್ಯ ರಕ್ಷಣೆಗೆ ಎಚ್ಚರವಹಿಸಿ xyxy=(14,732,161,748)
arogya-caption: ಆಲೂರಿನಲ್ಲಿ ನಡೆದ ಆರೋಗ್ಯ ಜಾಗೃತಿ ಕಾರ್ಯಕ್ರಮದಲ್ಲಿ ವೈದ್ಯಾಧಿಕಾರಿ ಮಾತನಾಡಿದರು. xyxy=(76,829,185,834)
lead-right-body: ಪಾಲಿಕೆ ವ್ಯಾಪ್ತಿಯಲ್ಲಿ ಸೇರ್ಪಡೆಯಾದ ಗ್ರಾಮಗಳಲ್ಲಿ ಮೂಲ ಸೌಕರ್ಯ ಒದಗಿಸಲು ಹೆಚ್ಚಿನ ಅನುದಾನದ ಅಗತ್ಯವಿದೆ. ಈ ಬಗ್ಗೆ ಹಲವು ಬಾರಿ ಮುಖ್ಯಮಂತ್ರಿಗಳ ಗಮನಕ್ಕೆ ತಂದರೂ ಪ್ರಯೋಜನವಾಗಿಲ್ಲ. ಅಧಿವೇಶನದಲ್ಲಿ ಈ ವಿಷಯ ಪ್ರಸ್ತಾಪಿಸಲಾಗುವುದು. ಜನಪ್ರತಿನಿಧಿಗಳು ಪಕ್ಷಭೇದ ಮರೆತು ಒಗ್ಗಟ್ಟಾಗಿ ಹೋರಾಡಬೇಕಿದೆ. ಜಿಲ್ಲಾ ಉಸ್ತುವಾರಿ ಸಚಿವರು ಕೂಡ ಈ ಬಗ್ಗೆ ಗಮನ ಹರಿಸಬೇಕು ಎಂದು ಆಗ್ರಹಿಸಿದರು. xyxy=(348,114,420,159)
ane-quote-by: ಶ್ರೇಯಸ್ ಪಟೇಲ್, ಸಂಸದರು xyxy=(420,846,460,851)
janasampark-body: ಸಕಲೇಶಪುರ: ತಾಲೂಕು ಆಡಳಿತದ ವತಿಯಿಂದ ಆ.3ರಂದು ಜನಸಂಪರ್ಕ ಸಭೆ ನಡೆಯಲಿದ್ದು, ಸಾರ್ವಜನಿಕರು ತಮ್ಮ ಕುಂದುಕೊರತೆಗಳನ್ನು ಅರ್ಜಿ ಮೂಲಕ ಸಲ್ಲಿಸಬಹುದು ಎಂದು ತಹಶೀಲ್ದಾರ್ ತಿಳಿಸಿದ್ದಾರೆ. ಎಲ್ಲ ಇಲಾಖೆಗಳ ಅಧಿಕಾರಿಗಳು ಭಾಗವಹಿಸಲಿದ್ದಾರೆ. ಸಭೆ ಬೆಳಗ್ಗೆ 10ಕ್ಕೆ ಆರಂಭವಾಗಲಿದೆ. xyxy=(13,590,110,618)
right-bottom-body: ಅರಣ್ಯ ಇಲಾಖೆಯ ಹಿರಿಯ ಅಧಿಕಾರಿಗಳು ಸ್ಥಳ ಪರಿಶೀಲನೆ ನಡೆಸಿದ್ದು, ವರದಿ ಸಲ್ಲಿಸಲಿದ್ದಾರೆ. ಸರ್ಕಾರ ಶೀಘ್ರ ಕ್ರಮ ಕೈಗೊಳ್ಳುವ ನಿರೀಕ್ಷೆ ಇದೆ. xyxy=(514,770,594,787)
section-title: ಹಾಸನ xyxy=(160,20,221,48)
right-sub2: ಎಚ್ಚರಿಕೆ ಅಗತ್ಯ xyxy=(506,557,528,562)
lead-lower-body-3: ಕಾರ್ಯಕ್ರಮದಲ್ಲಿ ಪಾಲ್ಗೊಂಡಿದ್ದ ಮುಖಂಡರು ಸಮುದಾಯದ ಒಗ್ಗಟ್ಟಿಗೆ ಕರೆ ನೀಡಿದರು. ಮುಂದಿನ ದಿನಗಳಲ್ಲಿ ಹೆಚ್ಚಿನ ಕಾರ್ಯಕ್ರಮ ಆಯೋಜಿಸಲು ತೀರ್ಮಾನಿಸಲಾಯಿತು. xyxy=(424,222,506,239)
ane-box xyxy=(310,763,510,821)
purasabha-photo xyxy=(118,657,296,707)
dengue-photo-2 xyxy=(50,366,110,406)
raita-headline: ರೈತರ ಹಿತಾಸಕ್ತಿ ಕಾಪಾಡಲು ಸರ್ಕಾರ ವಿಫಲ: ಆರೋಪ xyxy=(118,466,366,481)
header-divider xyxy=(10,60,594,61)
ad-news-photo xyxy=(439,39,465,57)
poem-line: ನಾಳೆ ಬಂದ ಅಂಕುರ xyxy=(54,131,84,137)
